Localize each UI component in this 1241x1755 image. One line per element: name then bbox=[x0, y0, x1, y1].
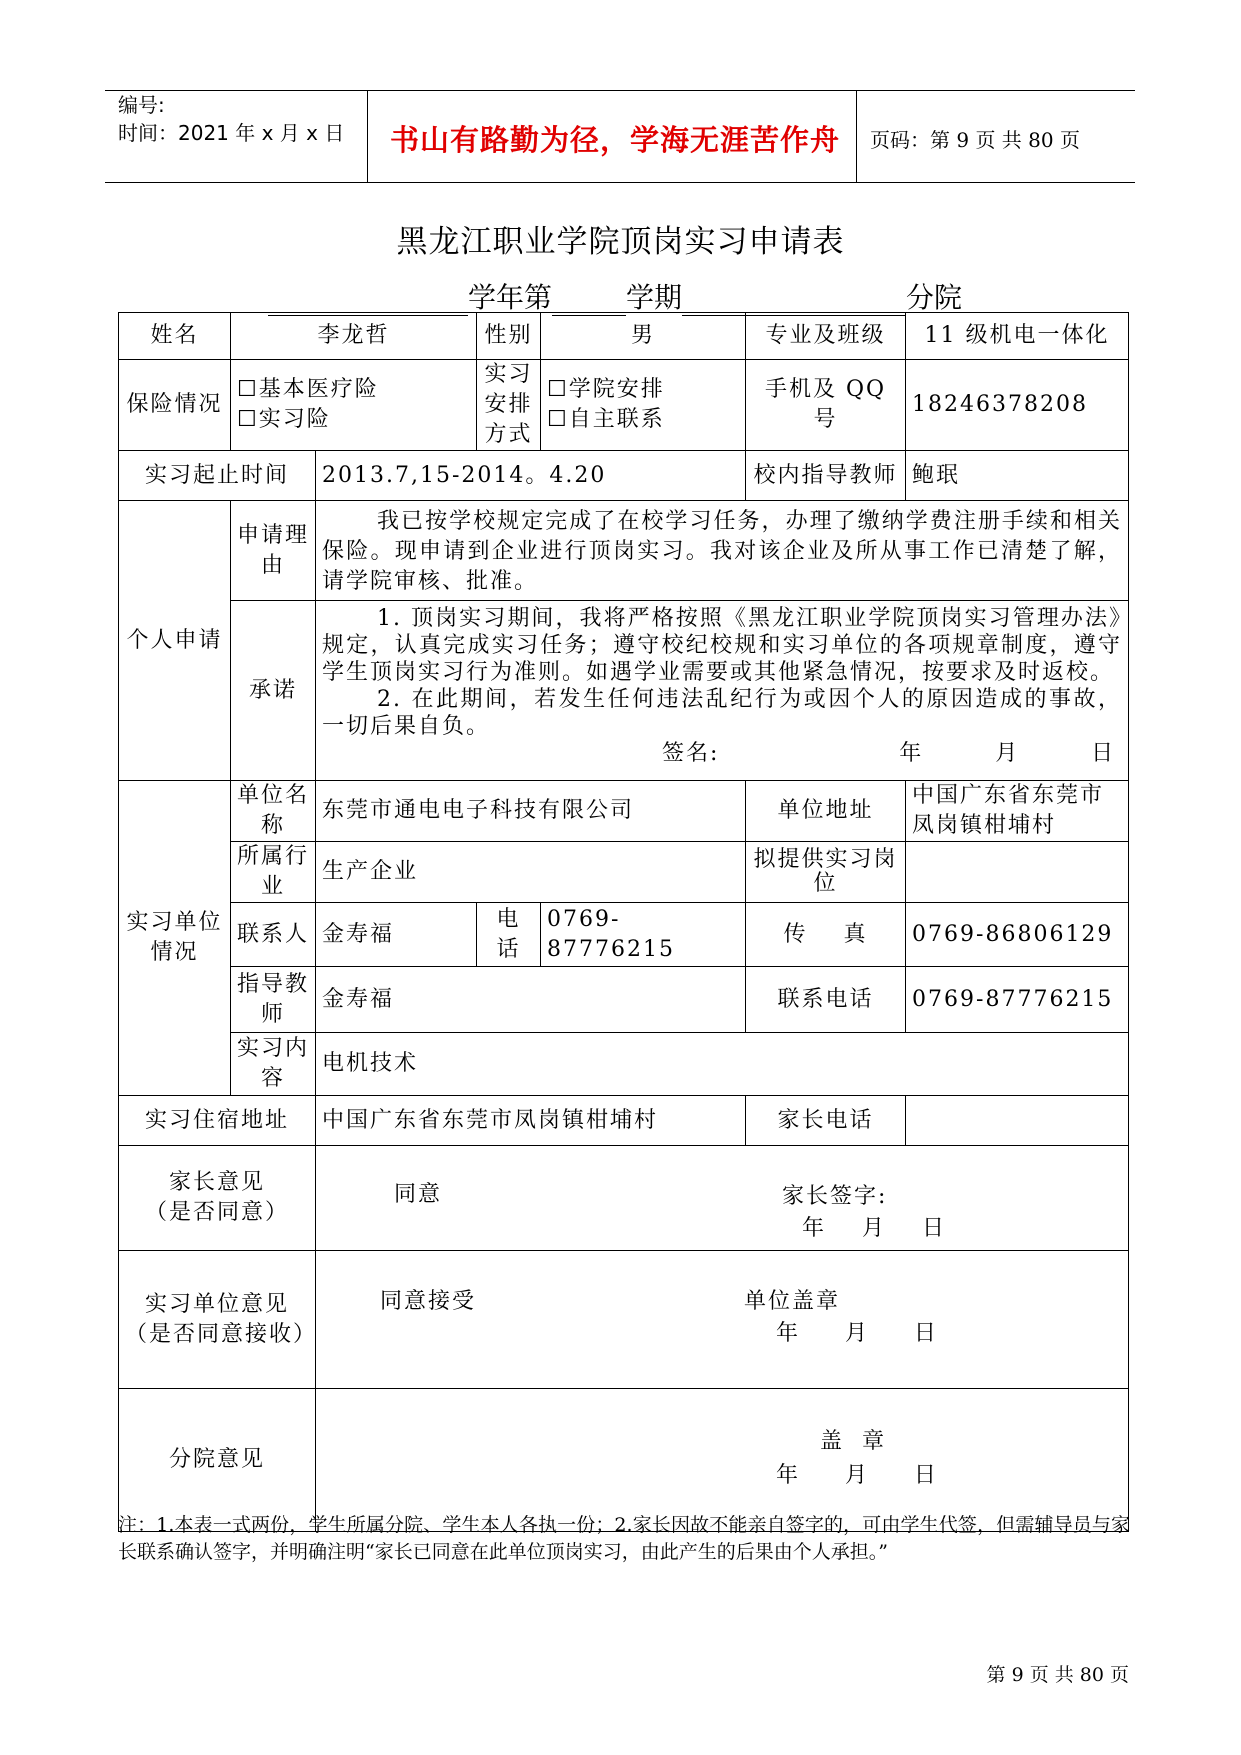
insurance-options bbox=[231, 360, 477, 451]
parent-sign-label: 家长签字: bbox=[782, 1184, 888, 1209]
arrangement-option-self[interactable]: ☐自主联系 bbox=[547, 407, 665, 432]
college-seal-label: 盖 章 bbox=[820, 1429, 886, 1454]
subtitle bbox=[268, 276, 962, 316]
header-divider-1 bbox=[367, 90, 368, 182]
content-label: 实习内容 bbox=[231, 1033, 316, 1096]
unit-seal-label: 单位盖章 bbox=[744, 1289, 841, 1314]
page-title: 黑龙江职业学院顶岗实习申请表 bbox=[396, 224, 845, 260]
promise-item-2: 2. 在此期间，若发生任何违法乱纪行为或因个人的原因造成的事故，一切后果自负。 bbox=[322, 687, 1123, 739]
industry-value: 生产企业 bbox=[316, 842, 746, 903]
insurance-option-medical[interactable]: ☐基本医疗险 bbox=[237, 377, 379, 402]
guide-label: 指导教师 bbox=[231, 967, 316, 1033]
unit-date: 年 月 日 bbox=[776, 1321, 938, 1346]
lodging-value: 中国广东省东莞市凤岗镇柑埔村 bbox=[316, 1096, 746, 1146]
parent-date: 年 月 日 bbox=[802, 1216, 946, 1241]
unit-name-label: 单位名称 bbox=[231, 781, 316, 842]
guide-phone-label: 联系电话 bbox=[746, 967, 906, 1033]
teacher-value: 鲍珉 bbox=[906, 451, 1129, 501]
header-top-rule bbox=[105, 90, 1135, 91]
lodging-label: 实习住宿地址 bbox=[119, 1096, 316, 1146]
college-opinion-label: 分院意见 bbox=[119, 1389, 316, 1532]
class-label: 专业及班级 bbox=[746, 313, 906, 360]
college-date: 年 月 日 bbox=[776, 1463, 938, 1488]
phone-qq-value: 18246378208 bbox=[906, 360, 1129, 451]
unit-opinion-label-line-2: （是否同意接收） bbox=[125, 1321, 318, 1347]
serial-label: 编号: bbox=[118, 93, 165, 117]
content-value: 电机技术 bbox=[316, 1033, 1129, 1096]
contact-value: 金寿福 bbox=[316, 903, 477, 967]
form-note: 注：1.本表一式两份，学生所属分院、学生本人各执一份；2.家长因故不能亲自签字的，可由学生代签，但需辅导员与家长联系确认签字，并明确注明“家长已同意在此单位顶岗实习，由此产生的后果由个人承担。” bbox=[118, 1514, 1130, 1563]
page-footer: 第 9 页 共 80 页 bbox=[986, 1664, 1129, 1686]
phone-qq-label: 手机及 QQ 号 bbox=[746, 360, 906, 451]
promise-cell bbox=[316, 601, 1129, 781]
name-label: 姓名 bbox=[119, 313, 231, 360]
motto: 书山有路勤为径，学海无涯苦作舟 bbox=[390, 123, 841, 157]
position-value bbox=[906, 842, 1129, 903]
header-bottom-rule bbox=[105, 182, 1135, 183]
insurance-option-internship[interactable]: ☐实习险 bbox=[237, 407, 331, 432]
class-value: 11 级机电一体化 bbox=[906, 313, 1129, 360]
period-value: 2013.7,15-2014。4.20 bbox=[316, 451, 746, 501]
guide-phone-value: 0769-87776215 bbox=[906, 967, 1129, 1033]
teacher-label: 校内指导教师 bbox=[746, 451, 906, 501]
promise-label: 承诺 bbox=[231, 601, 316, 781]
fax-value: 0769-86806129 bbox=[906, 903, 1129, 967]
tel-value: 0769-87776215 bbox=[541, 903, 746, 967]
sign-line: 签名: 年 月 日 bbox=[662, 741, 1116, 766]
arrangement-options bbox=[541, 360, 746, 451]
guide-value: 金寿福 bbox=[316, 967, 746, 1033]
fax-label: 传 真 bbox=[746, 903, 906, 967]
year-label: 学年第 bbox=[468, 281, 553, 314]
header-divider-2 bbox=[856, 90, 857, 182]
parent-opinion-label-line-2: （是否同意） bbox=[144, 1200, 289, 1225]
reason-label: 申请理由 bbox=[231, 501, 316, 601]
contact-label: 联系人 bbox=[231, 903, 316, 967]
page-code: 页码：第 9 页 共 80 页 bbox=[870, 128, 1080, 152]
position-label: 拟提供实习岗位 bbox=[746, 842, 906, 903]
college-opinion-cell bbox=[316, 1389, 1129, 1532]
application-form bbox=[118, 312, 1129, 1532]
unit-name-value: 东莞市通电电子科技有限公司 bbox=[316, 781, 746, 842]
gender-label: 性别 bbox=[477, 313, 541, 360]
period-label: 实习起止时间 bbox=[119, 451, 316, 501]
arrangement-option-college[interactable]: ☐学院安排 bbox=[547, 377, 665, 402]
unit-opinion-label bbox=[119, 1251, 316, 1389]
industry-label: 所属行业 bbox=[231, 842, 316, 903]
parent-phone-label: 家长电话 bbox=[746, 1096, 906, 1146]
personal-section-label: 个人申请 bbox=[119, 501, 231, 781]
reason-text-cell bbox=[316, 501, 1129, 601]
promise-item-1: 1. 顶岗实习期间，我将严格按照《黑龙江职业学院顶岗实习管理办法》规定，认真完成实习任务；遵守校纪校规和实习单位的各项规章制度，遵守学生顶岗实习行为准则。如遇学业需要或其他紧急情况，按要求及时返校。 bbox=[322, 606, 1123, 685]
insurance-label: 保险情况 bbox=[119, 360, 231, 451]
unit-addr-label: 单位地址 bbox=[746, 781, 906, 842]
parent-opinion-value: 同意 bbox=[394, 1182, 443, 1207]
unit-addr-value: 中国广东省东莞市凤岗镇柑埔村 bbox=[906, 781, 1129, 842]
unit-section-label: 实习单位情况 bbox=[119, 781, 231, 1096]
unit-opinion-cell bbox=[316, 1251, 1129, 1389]
reason-text: 我已按学校规定完成了在校学习任务，办理了缴纳学费注册手续和相关保险。现申请到企业进行顶岗实习。我对该企业及所从事工作已清楚了解，请学院审核、批准。 bbox=[322, 509, 1123, 594]
unit-opinion-label-line-1: 实习单位意见 bbox=[144, 1291, 289, 1317]
term-label: 学期 bbox=[626, 281, 683, 314]
gender-value: 男 bbox=[541, 313, 746, 360]
tel-label: 电话 bbox=[477, 903, 541, 967]
parent-opinion-label-line-1: 家长意见 bbox=[168, 1170, 265, 1195]
college-label: 分院 bbox=[906, 281, 963, 314]
arrangement-label: 实习安排方式 bbox=[477, 360, 541, 451]
name-value: 李龙哲 bbox=[231, 313, 477, 360]
parent-opinion-label bbox=[119, 1146, 316, 1251]
parent-opinion-cell bbox=[316, 1146, 1129, 1251]
time-label: 时间：2021 年 x 月 x 日 bbox=[118, 121, 345, 145]
unit-opinion-value: 同意接受 bbox=[380, 1289, 477, 1314]
parent-phone-value bbox=[906, 1096, 1129, 1146]
